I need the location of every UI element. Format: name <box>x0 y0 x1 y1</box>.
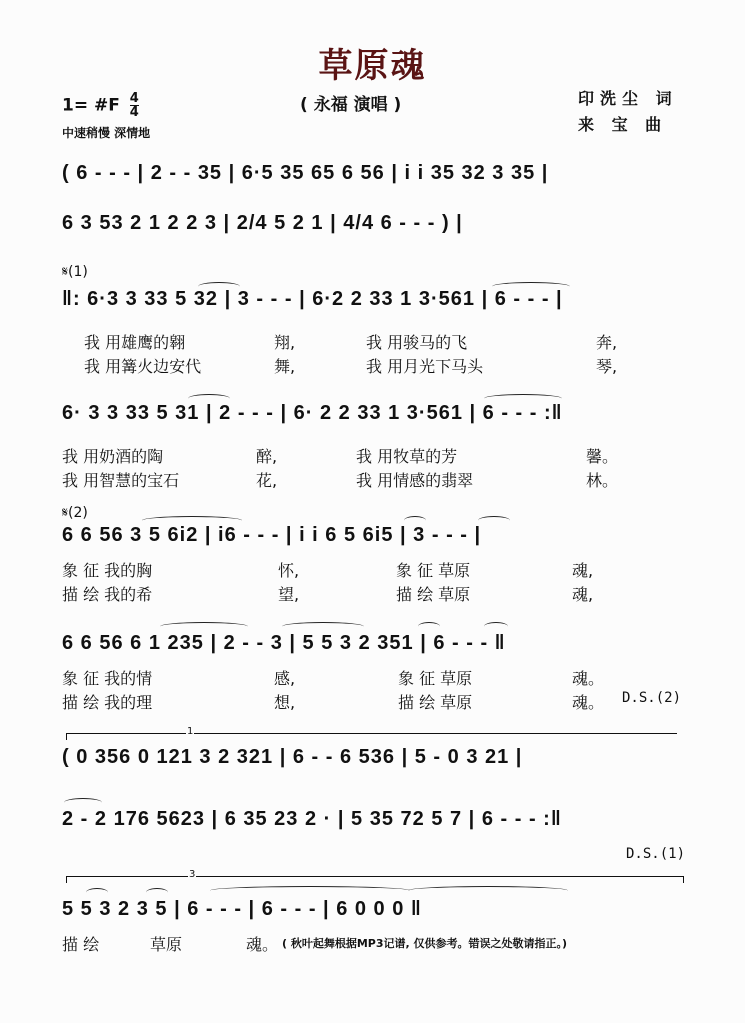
slur <box>484 622 508 631</box>
lyric-line-6b-1: 描 绘 我的理 <box>62 693 153 712</box>
lyric-line-6b-3: 描 绘 草原 <box>398 693 473 712</box>
key-signature <box>62 92 139 119</box>
lyric-line-4b-4: 林。 <box>586 471 619 490</box>
lyric-line-5b-2: 望, <box>278 585 300 604</box>
lyric-line-4a-3: 我 用牧草的芳 <box>356 447 458 466</box>
volta-3-label: 3 <box>189 869 196 880</box>
lyricist-credit: 印洗尘 词 <box>578 89 678 108</box>
lyric-line-4b-2: 花, <box>256 471 278 490</box>
lyric-line-6b-4: 魂。 <box>572 693 605 712</box>
slur <box>160 622 248 631</box>
ds-2-marker: D.S.(2) <box>622 690 682 706</box>
singer-credit: ( 永福 演唱 ) <box>300 95 402 115</box>
segno-2-marker: 𝄋(2) <box>62 505 88 521</box>
transcription-footnote: ( 秋叶起舞根据MP3记谱, 仅供参考。错误之处敬请指正。) <box>282 937 568 950</box>
lyric-line-5b-4: 魂, <box>572 585 594 604</box>
segno-1-marker: 𝄋(1) <box>62 264 88 280</box>
lyric-line-3b-3: 我 用月光下马头 <box>366 357 484 376</box>
lyric-line-4a-2: 醉, <box>256 447 278 466</box>
lyric-line-6b-2: 想, <box>274 693 296 712</box>
lyric-line-3a-1: 我 用雄鹰的翱 <box>84 333 186 352</box>
lyric-line-5a-4: 魂, <box>572 561 594 580</box>
lyric-line-6a-3: 象 征 草原 <box>398 669 473 688</box>
score-line-9: 5 5 3 2 3 5 | 6 - - - | 6 - - - | 6 0 0 0 ‖ <box>62 898 422 920</box>
score-line-8: 2 - 2 176 5623 | 6 35 23 2 · | 5 35 72 5 7 | 6 - - - :‖ <box>62 808 562 830</box>
volta-1-label: 1 <box>187 726 194 737</box>
lyric-line-3a-4: 奔, <box>596 333 618 352</box>
lyric-line-4b-1: 我 用智慧的宝石 <box>62 471 180 490</box>
score-line-6: 6 6 56 6 1 235 | 2 - - 3 | 5 5 3 2 351 | 6 - - - ‖ <box>62 632 506 654</box>
composer-credit: 来 宝 曲 <box>578 115 668 134</box>
score-line-4: 6· 3 3 33 5 31 | 2 - - - | 6· 2 2 33 1 3·561 | 6 - - - :‖ <box>62 402 563 424</box>
tempo-marking: 中速稍慢 深情地 <box>62 126 151 140</box>
time-signature <box>130 92 139 119</box>
slur <box>210 886 410 895</box>
lyric-line-5b-1: 描 绘 我的希 <box>62 585 153 604</box>
lyric-line-3b-1: 我 用篝火边安代 <box>84 357 202 376</box>
lyric-line-9-2: 草原 <box>150 935 183 954</box>
slur <box>418 622 440 631</box>
lyric-line-6a-4: 魂。 <box>572 669 605 688</box>
lyric-line-5a-1: 象 征 我的胸 <box>62 561 153 580</box>
lyric-line-5a-2: 怀, <box>278 561 300 580</box>
lyric-line-4b-3: 我 用情感的翡翠 <box>356 471 474 490</box>
lyric-line-3a-2: 翔, <box>274 333 296 352</box>
score-line-2: 6 3 53 2 1 2 2 3 | 2/4 5 2 1 | 4/4 6 - - - ) | <box>62 212 463 234</box>
score-line-7: ( 0 356 0 121 3 2 321 | 6 - - 6 536 | 5 - 0 3 21 | <box>62 746 523 768</box>
lyric-line-6a-1: 象 征 我的情 <box>62 669 153 688</box>
slur <box>146 888 168 897</box>
lyric-line-3a-3: 我 用骏马的飞 <box>366 333 468 352</box>
lyric-line-4a-4: 馨。 <box>586 447 619 466</box>
ds-1-marker: D.S.(1) <box>626 846 686 862</box>
slur <box>478 516 510 525</box>
lyric-line-5b-3: 描 绘 草原 <box>396 585 471 604</box>
volta-bracket-1 <box>66 733 677 740</box>
lyric-line-4a-1: 我 用奶酒的陶 <box>62 447 164 466</box>
score-line-3: ‖: 6·3 3 33 5 32 | 3 - - - | 6·2 2 33 1 3·561 | 6 - - - | <box>62 288 563 310</box>
volta-bracket-3 <box>66 876 684 883</box>
lyric-line-3b-2: 舞, <box>274 357 296 376</box>
lyric-line-9-1: 描 绘 <box>62 935 100 954</box>
slur <box>408 886 568 895</box>
key-label: 1= #F <box>62 95 120 116</box>
song-title: 草原魂 <box>318 46 427 86</box>
lyric-line-3b-4: 琴, <box>596 357 618 376</box>
lyric-line-9-3: 魂。 <box>246 935 279 954</box>
score-line-1: ( 6 - - - | 2 - - 35 | 6·5 35 65 6 56 | i i 35 32 3 35 | <box>62 162 549 184</box>
slur <box>64 798 102 807</box>
lyric-line-6a-2: 感, <box>274 669 296 688</box>
score-line-5: 6 6 56 3 5 6i2 | i6 - - - | i i 6 5 6i5 | 3 - - - | <box>62 524 482 546</box>
time-sig-top: 4 <box>129 91 139 106</box>
lyric-line-5a-3: 象 征 草原 <box>396 561 471 580</box>
time-sig-bottom: 4 <box>129 105 139 120</box>
slur <box>282 622 364 631</box>
slur <box>86 888 108 897</box>
